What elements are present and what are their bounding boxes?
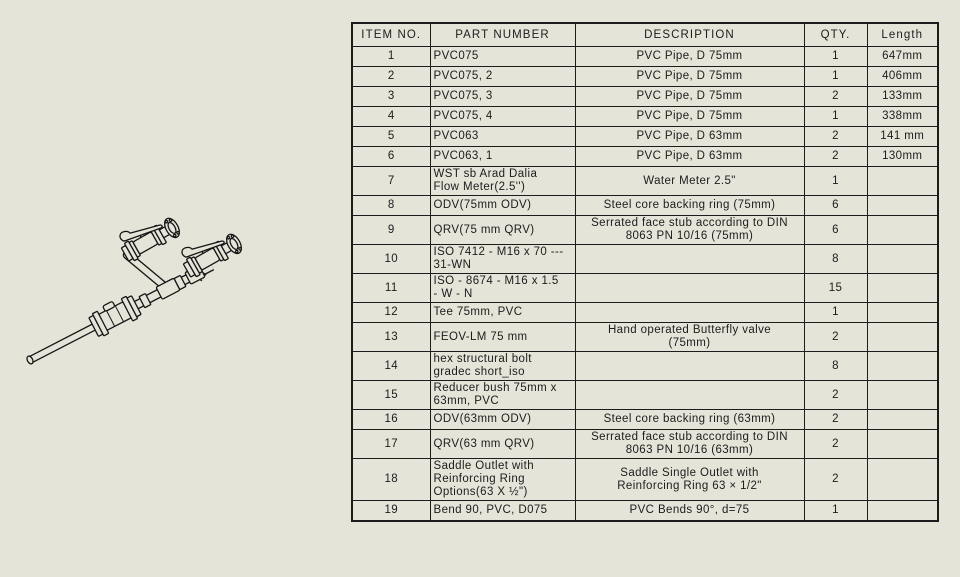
bom-cell-item-no[interactable]: 16 bbox=[352, 410, 430, 430]
bom-cell-length[interactable] bbox=[867, 245, 938, 274]
bom-cell-description[interactable] bbox=[575, 274, 804, 303]
bom-cell-description[interactable]: PVC Pipe, D 75mm bbox=[575, 47, 804, 67]
bom-cell-part-number[interactable]: ODV(75mm ODV) bbox=[430, 196, 575, 216]
bom-cell-part-number[interactable]: QRV(75 mm QRV) bbox=[430, 216, 575, 245]
bom-cell-item-no[interactable]: 8 bbox=[352, 196, 430, 216]
bom-cell-description[interactable] bbox=[575, 303, 804, 323]
bom-row[interactable] bbox=[352, 430, 938, 459]
bom-cell-qty[interactable]: 2 bbox=[804, 381, 867, 410]
bom-cell-part-number[interactable]: PVC075, 3 bbox=[430, 87, 575, 107]
bom-header-description[interactable]: DESCRIPTION bbox=[575, 23, 804, 47]
bom-row[interactable] bbox=[352, 323, 938, 352]
bom-cell-length[interactable]: 133mm bbox=[867, 87, 938, 107]
bom-row[interactable] bbox=[352, 147, 938, 167]
bom-row[interactable] bbox=[352, 196, 938, 216]
bom-cell-item-no[interactable]: 5 bbox=[352, 127, 430, 147]
bom-cell-length[interactable]: 141 mm bbox=[867, 127, 938, 147]
bom-cell-length[interactable] bbox=[867, 167, 938, 196]
bom-cell-description[interactable]: PVC Pipe, D 75mm bbox=[575, 67, 804, 87]
bom-cell-part-number[interactable]: ISO - 8674 - M16 x 1.5 - W - N bbox=[430, 274, 575, 303]
bom-cell-description[interactable]: PVC Pipe, D 75mm bbox=[575, 87, 804, 107]
bom-cell-qty[interactable]: 15 bbox=[804, 274, 867, 303]
bom-cell-qty[interactable]: 2 bbox=[804, 147, 867, 167]
bom-header-qty[interactable]: QTY. bbox=[804, 23, 867, 47]
bom-row[interactable] bbox=[352, 127, 938, 147]
bom-cell-length[interactable]: 406mm bbox=[867, 67, 938, 87]
bom-cell-description[interactable]: Hand operated Butterfly valve (75mm) bbox=[575, 323, 804, 352]
bom-cell-length[interactable] bbox=[867, 430, 938, 459]
bom-row[interactable] bbox=[352, 87, 938, 107]
bom-header-item-no[interactable]: ITEM NO. bbox=[352, 23, 430, 47]
bom-cell-description[interactable]: PVC Pipe, D 63mm bbox=[575, 147, 804, 167]
bom-row[interactable] bbox=[352, 167, 938, 196]
bom-cell-length[interactable] bbox=[867, 381, 938, 410]
bom-cell-part-number[interactable]: WST sb Arad Dalia Flow Meter(2.5'') bbox=[430, 167, 575, 196]
bom-cell-qty[interactable]: 2 bbox=[804, 87, 867, 107]
bom-cell-description[interactable]: Saddle Single Outlet with Reinforcing Ring 63 × 1/2" bbox=[575, 459, 804, 501]
bom-cell-qty[interactable]: 1 bbox=[804, 107, 867, 127]
bom-cell-description[interactable]: Water Meter 2.5" bbox=[575, 167, 804, 196]
bom-cell-item-no[interactable]: 13 bbox=[352, 323, 430, 352]
pipe-assembly-drawing[interactable] bbox=[8, 192, 308, 402]
bom-cell-length[interactable] bbox=[867, 501, 938, 522]
bom-cell-qty[interactable]: 6 bbox=[804, 216, 867, 245]
bom-cell-item-no[interactable]: 7 bbox=[352, 167, 430, 196]
bom-cell-item-no[interactable]: 18 bbox=[352, 459, 430, 501]
bom-cell-qty[interactable]: 1 bbox=[804, 47, 867, 67]
bom-cell-part-number[interactable]: Bend 90, PVC, D075 bbox=[430, 501, 575, 522]
bom-cell-description[interactable]: PVC Bends 90°, d=75 bbox=[575, 501, 804, 522]
bom-cell-part-number[interactable]: Reducer bush 75mm x 63mm, PVC bbox=[430, 381, 575, 410]
bom-row[interactable] bbox=[352, 352, 938, 381]
bom-row[interactable] bbox=[352, 216, 938, 245]
bom-row[interactable] bbox=[352, 381, 938, 410]
bom-row[interactable] bbox=[352, 107, 938, 127]
bom-cell-item-no[interactable]: 14 bbox=[352, 352, 430, 381]
bom-cell-item-no[interactable]: 17 bbox=[352, 430, 430, 459]
bom-cell-length[interactable] bbox=[867, 323, 938, 352]
bom-cell-part-number[interactable]: FEOV-LM 75 mm bbox=[430, 323, 575, 352]
bom-cell-length[interactable] bbox=[867, 274, 938, 303]
bom-cell-qty[interactable]: 1 bbox=[804, 67, 867, 87]
bom-cell-item-no[interactable]: 9 bbox=[352, 216, 430, 245]
bom-header-part-number[interactable]: PART NUMBER bbox=[430, 23, 575, 47]
bom-cell-description[interactable] bbox=[575, 381, 804, 410]
bom-cell-description[interactable] bbox=[575, 352, 804, 381]
bom-cell-length[interactable]: 338mm bbox=[867, 107, 938, 127]
bom-cell-qty[interactable]: 8 bbox=[804, 245, 867, 274]
bom-header-length[interactable]: Length bbox=[867, 23, 938, 47]
bom-cell-item-no[interactable]: 1 bbox=[352, 47, 430, 67]
bom-cell-part-number[interactable]: PVC075, 2 bbox=[430, 67, 575, 87]
bom-cell-qty[interactable]: 2 bbox=[804, 459, 867, 501]
bom-header-row bbox=[352, 23, 938, 47]
bom-table[interactable] bbox=[351, 22, 939, 522]
bom-row[interactable] bbox=[352, 47, 938, 67]
butterfly-valve-assembly-1 bbox=[115, 207, 183, 264]
bom-cell-qty[interactable]: 2 bbox=[804, 410, 867, 430]
bom-row[interactable] bbox=[352, 459, 938, 501]
bom-cell-item-no[interactable]: 12 bbox=[352, 303, 430, 323]
bom-cell-description[interactable] bbox=[575, 245, 804, 274]
water-meter bbox=[87, 292, 142, 338]
bom-cell-length[interactable]: 130mm bbox=[867, 147, 938, 167]
bom-cell-part-number[interactable]: Tee 75mm, PVC bbox=[430, 303, 575, 323]
bom-cell-qty[interactable]: 2 bbox=[804, 430, 867, 459]
bom-cell-qty[interactable]: 8 bbox=[804, 352, 867, 381]
bom-cell-part-number[interactable]: hex structural bolt gradec short_iso bbox=[430, 352, 575, 381]
bom-cell-part-number[interactable]: PVC063, 1 bbox=[430, 147, 575, 167]
bom-cell-item-no[interactable]: 4 bbox=[352, 107, 430, 127]
bom-cell-part-number[interactable]: PVC063 bbox=[430, 127, 575, 147]
bom-cell-qty[interactable]: 1 bbox=[804, 501, 867, 522]
bom-cell-description[interactable]: PVC Pipe, D 63mm bbox=[575, 127, 804, 147]
bom-row[interactable] bbox=[352, 274, 938, 303]
bom-cell-part-number[interactable]: ISO 7412 - M16 x 70 --- 31-WN bbox=[430, 245, 575, 274]
bom-row[interactable] bbox=[352, 245, 938, 274]
bom-cell-item-no[interactable]: 19 bbox=[352, 501, 430, 522]
bom-cell-length[interactable] bbox=[867, 303, 938, 323]
bom-cell-description[interactable]: Serrated face stub according to DIN 8063 PN 10/16 (75mm) bbox=[575, 216, 804, 245]
bom-cell-qty[interactable]: 6 bbox=[804, 196, 867, 216]
bom-row[interactable] bbox=[352, 67, 938, 87]
bom-cell-part-number[interactable]: QRV(63 mm QRV) bbox=[430, 430, 575, 459]
bom-cell-item-no[interactable]: 11 bbox=[352, 274, 430, 303]
bom-cell-qty[interactable]: 1 bbox=[804, 303, 867, 323]
bom-cell-item-no[interactable]: 10 bbox=[352, 245, 430, 274]
bom-cell-length[interactable] bbox=[867, 216, 938, 245]
bom-cell-part-number[interactable]: ODV(63mm ODV) bbox=[430, 410, 575, 430]
bom-cell-item-no[interactable]: 2 bbox=[352, 67, 430, 87]
bom-cell-description[interactable]: PVC Pipe, D 75mm bbox=[575, 107, 804, 127]
bom-cell-length[interactable] bbox=[867, 352, 938, 381]
bom-cell-description[interactable]: Steel core backing ring (75mm) bbox=[575, 196, 804, 216]
bom-cell-qty[interactable]: 1 bbox=[804, 167, 867, 196]
bom-cell-description[interactable]: Steel core backing ring (63mm) bbox=[575, 410, 804, 430]
bom-cell-length[interactable]: 647mm bbox=[867, 47, 938, 67]
bom-cell-length[interactable] bbox=[867, 196, 938, 216]
bom-cell-qty[interactable]: 2 bbox=[804, 323, 867, 352]
bom-cell-description[interactable]: Serrated face stub according to DIN 8063 PN 10/16 (63mm) bbox=[575, 430, 804, 459]
bom-cell-item-no[interactable]: 3 bbox=[352, 87, 430, 107]
bom-cell-part-number[interactable]: PVC075, 4 bbox=[430, 107, 575, 127]
bom-cell-length[interactable] bbox=[867, 459, 938, 501]
bom-cell-qty[interactable]: 2 bbox=[804, 127, 867, 147]
bom-cell-item-no[interactable]: 15 bbox=[352, 381, 430, 410]
bom-table-body bbox=[352, 47, 938, 522]
bom-row[interactable] bbox=[352, 303, 938, 323]
bom-cell-length[interactable] bbox=[867, 410, 938, 430]
bom-cell-part-number[interactable]: PVC075 bbox=[430, 47, 575, 67]
bom-row[interactable] bbox=[352, 410, 938, 430]
bom-row[interactable] bbox=[352, 501, 938, 522]
bom-cell-item-no[interactable]: 6 bbox=[352, 147, 430, 167]
bom-cell-part-number[interactable]: Saddle Outlet with Reinforcing Ring Options(63 X ½") bbox=[430, 459, 575, 501]
